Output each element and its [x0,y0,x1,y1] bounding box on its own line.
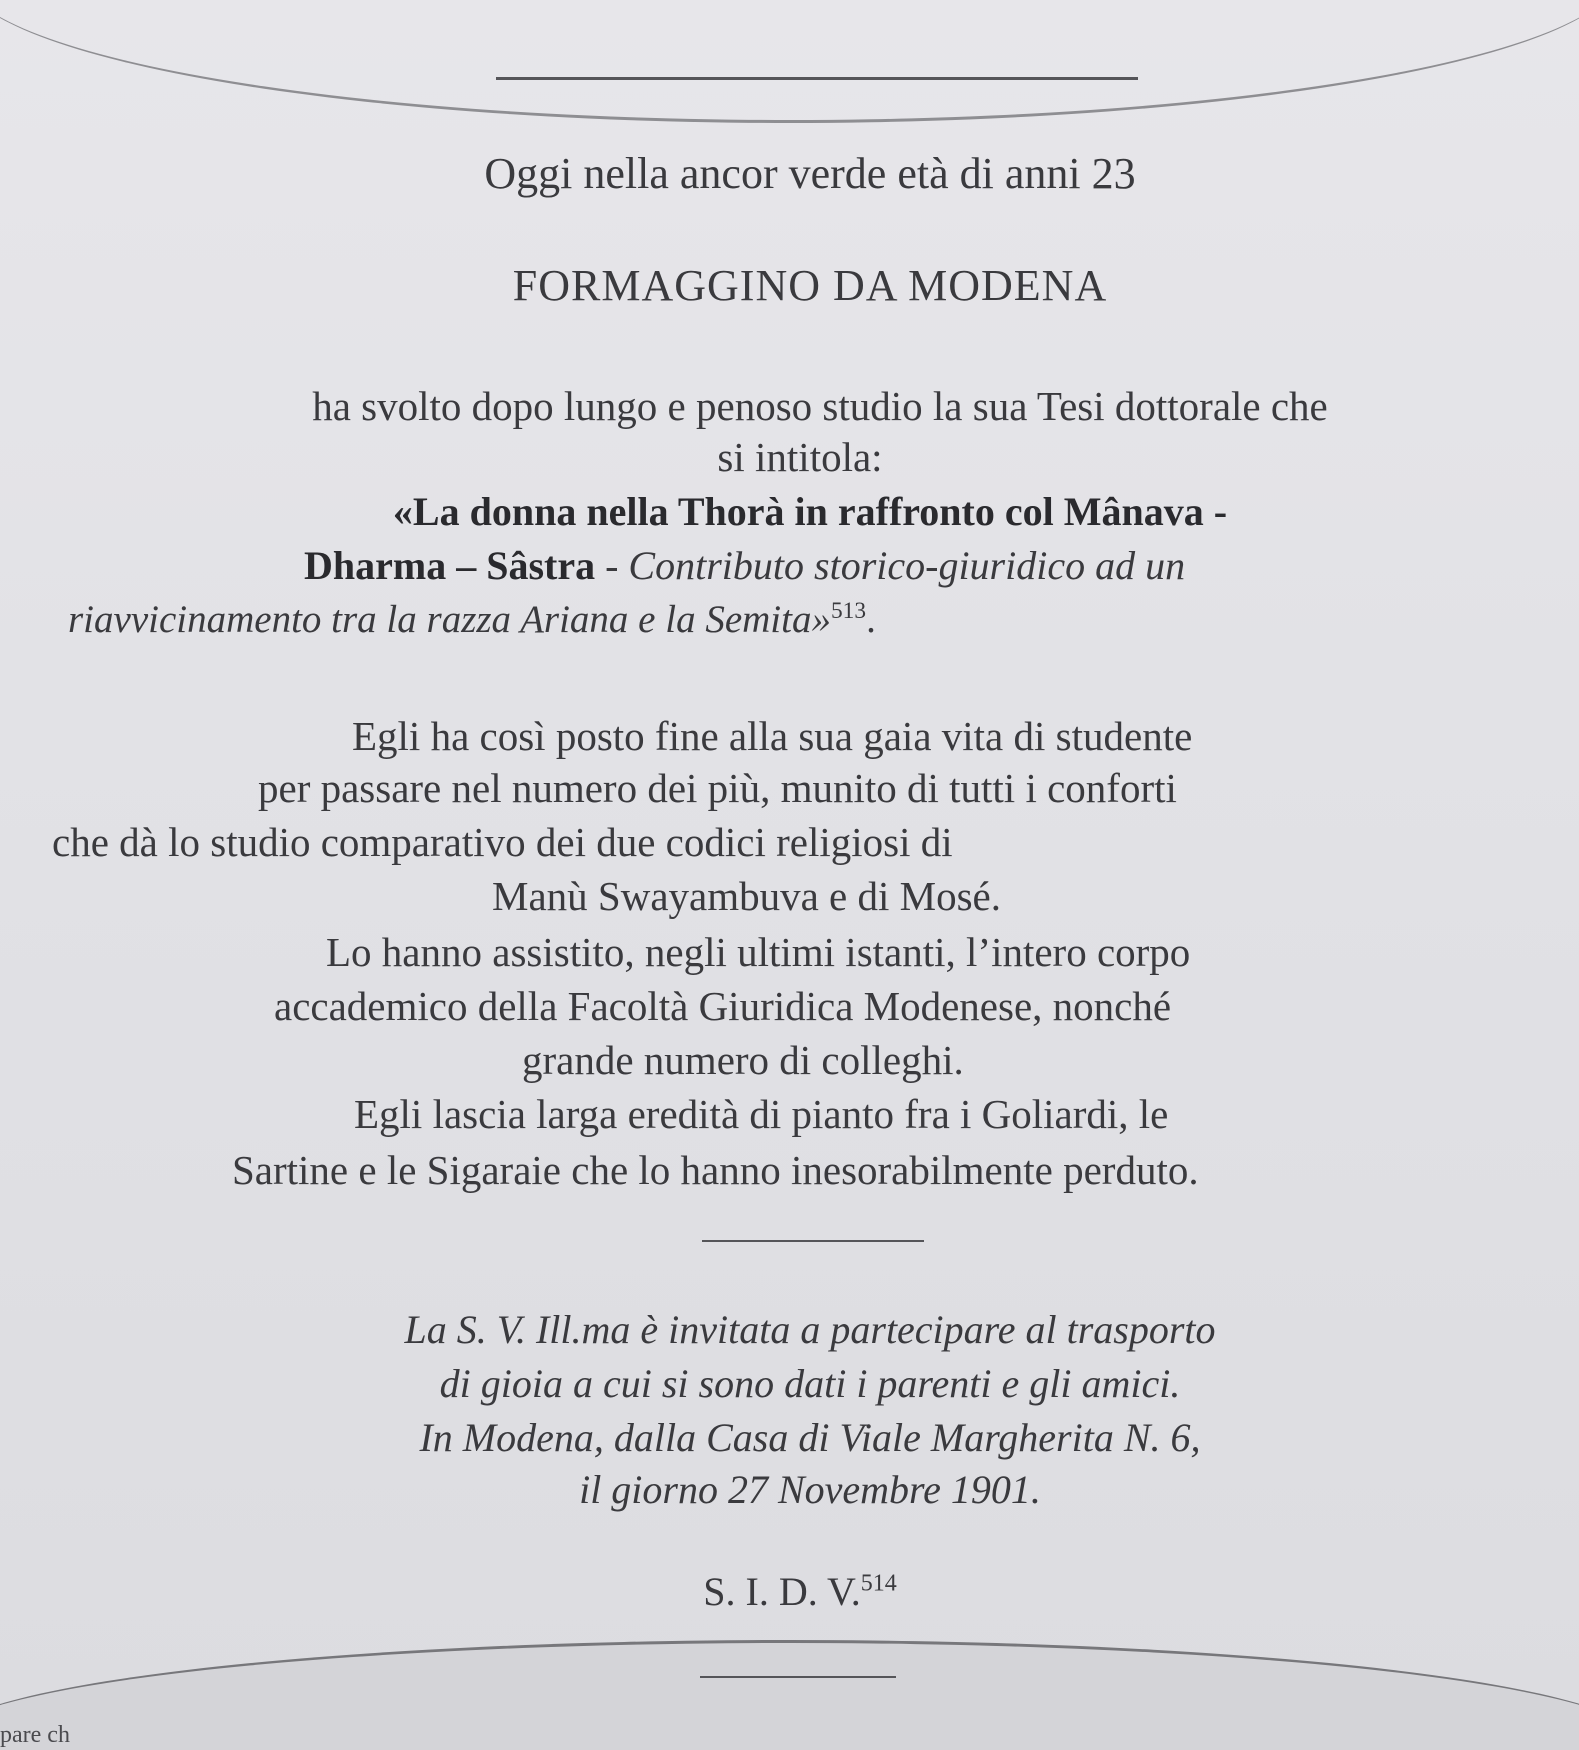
closing-initials [600,1568,1000,1615]
thesis-title-line-1: «La donna nella Thorà in raffronto col Mânava - [392,489,1228,534]
invite-line-2: di gioia a cui si sono dati i parenti e gli amici. [439,1361,1181,1406]
top-rule [496,77,1138,80]
paragraph3-line-2: Sartine e le Sigaraie che lo hanno inesorabilmente perduto. [232,1147,1199,1193]
footnote-ref-514: 514 [860,1570,897,1597]
thesis-line-1: ha svolto dopo lungo e penoso studio la sua Tesi dottorale che [312,383,1328,429]
paragraph1-line-1: Egli ha così posto fine alla sua gaia vita di studente [352,713,1193,759]
paragraph2-line-3: grande numero di colleghi. [522,1037,964,1083]
page-bottom-edge [0,1640,1579,1750]
intro-line: Oggi nella ancor verde età di anni 23 [484,149,1136,198]
bottom-rule [700,1676,896,1678]
thesis-title-line-3-text: riavvicinamento tra la razza Ariana e la Semita» [68,598,831,641]
footnote-ref-513: 513 [830,598,867,624]
thesis-title-separator: - [595,543,629,588]
closing-text: S. I. D. V. [703,1569,861,1614]
invite-line-1: La S. V. Ill.ma è invitata a partecipare al trasporto [404,1307,1216,1352]
next-page-cutoff-text: pare ch [0,1722,70,1748]
page-top-edge [0,0,1579,123]
paragraph3-line-1: Egli lascia larga eredità di pianto fra i Goliardi, le [354,1091,1169,1137]
thesis-line-2: si intitola: [717,434,883,480]
paragraph1-line-2: per passare nel numero dei più, munito di tutti i conforti [258,765,1177,811]
paragraph2-line-2: accademico della Facoltà Giuridica Modenese, nonché [274,983,1172,1029]
invite-line-4: il giorno 27 Novembre 1901. [579,1467,1041,1512]
thesis-title-line-3 [68,597,876,642]
paragraph1-line-3: che dà lo studio comparativo dei due codici religiosi di [52,819,953,865]
thesis-title-line-3-end: . [866,598,876,641]
invite-line-3: In Modena, dalla Casa di Viale Margherita N. 6, [419,1415,1201,1460]
thesis-title-italic-part: Contributo storico-giuridico ad un [628,543,1186,588]
name-heading: FORMAGGINO DA MODENA [512,261,1108,310]
paragraph1-line-4: Manù Swayambuva e di Mosé. [492,873,1001,919]
thesis-title-line-2 [304,542,1185,589]
thesis-title-bold-part: Dharma – Sâstra [304,543,596,588]
paragraph2-line-1: Lo hanno assistito, negli ultimi istanti, l’intero corpo [326,929,1191,975]
middle-rule [702,1240,924,1242]
